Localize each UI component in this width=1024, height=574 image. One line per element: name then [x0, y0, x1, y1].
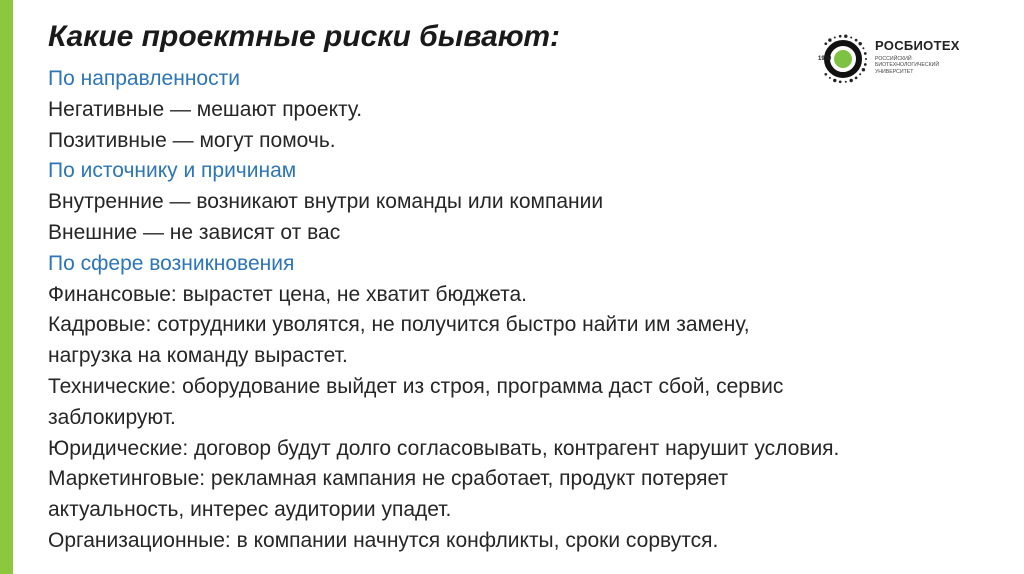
- list-line: актуальность, интерес аудитории упадет.: [48, 498, 452, 522]
- accent-bar: [0, 0, 13, 574]
- logo-year: 1930: [818, 56, 832, 62]
- section-heading: По направленности: [48, 67, 240, 90]
- list-line: Финансовые: вырастет цена, не хватит бюджета.: [48, 282, 527, 306]
- list-line: Внешние — не зависят от вас: [48, 220, 341, 244]
- logo-subtitle: РОССИЙСКИЙ БИОТЕХНОЛОГИЧЕСКИЙ УНИВЕРСИТЕТ: [875, 56, 940, 75]
- list-line: Негативные — мешают проекту.: [48, 97, 363, 121]
- list-line: Позитивные — могут помочь.: [48, 128, 336, 152]
- list-line: Кадровые: сотрудники уволятся, не получится быстро найти им замену,: [48, 313, 750, 337]
- list-line: нагрузка на команду вырастет.: [48, 344, 348, 368]
- logo-name: РОСБИОТЕХ: [875, 38, 960, 53]
- section-heading: По сфере возникновения: [48, 251, 295, 275]
- list-line: Технические: оборудование выйдет из строя, программа даст сбой, сервис: [48, 374, 784, 398]
- slide-title: Какие проектные риски бывают:: [48, 20, 560, 53]
- list-line: Маркетинговые: рекламная кампания не сработает, продукт потеряет: [48, 467, 729, 491]
- list-line: Юридические: договор будут долго согласовывать, контрагент нарушит условия.: [48, 436, 840, 460]
- list-line: Организационные: в компании начнутся конфликты, сроки сорвутся.: [48, 528, 719, 552]
- list-line: Внутренние — возникают внутри команды или компании: [48, 190, 604, 214]
- list-line: заблокируют.: [48, 405, 176, 429]
- risk-list: [48, 64, 978, 557]
- section-heading: По источнику и причинам: [48, 159, 297, 183]
